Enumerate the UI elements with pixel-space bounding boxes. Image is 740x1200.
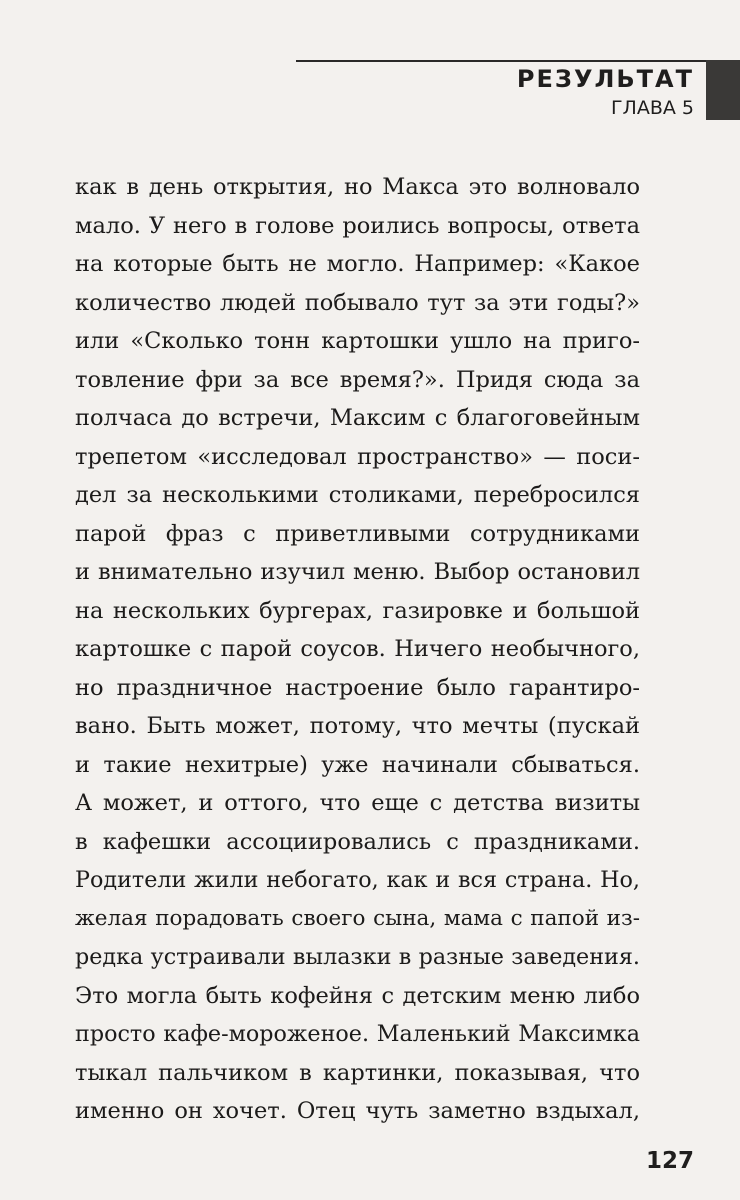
text-line: парой фраз с приветливыми сотрудниками	[75, 520, 640, 547]
text-line: именно он хочет. Отец чуть заметно вздыхал,	[75, 1098, 640, 1124]
chapter-edge-tab	[706, 60, 740, 120]
text-line: желая порадовать своего сына, мама с папой из-	[75, 905, 640, 931]
text-line: товление фри за все время?». Придя сюда за	[75, 366, 640, 393]
text-line: редка устраивали вылазки в разные заведения.	[75, 944, 640, 970]
page-number: 127	[645, 1148, 694, 1174]
text-line: Родители жили небогато, как и вся страна. Но,	[75, 867, 640, 893]
text-line: мало. У него в голове роились вопросы, ответа	[75, 212, 640, 239]
text-line: на которые быть не могло. Например: «Какое	[75, 251, 640, 277]
text-line: или «Сколько тонн картошки ушло на приго-	[75, 328, 640, 354]
header-rule	[296, 60, 706, 62]
text-line: как в день открытия, но Макса это волновало	[75, 174, 640, 200]
text-line: Это могла быть кофейня с детским меню либо	[75, 982, 640, 1009]
text-line: но праздничное настроение было гарантиро-	[75, 674, 640, 701]
text-line: в кафешки ассоциировались с праздниками.	[75, 828, 640, 855]
running-chapter: ГЛАВА 5	[610, 97, 694, 119]
text-line: просто кафе-мороженое. Маленький Максимка	[75, 1021, 640, 1047]
text-line: и внимательно изучил меню. Выбор остановил	[75, 559, 640, 585]
text-line: трепетом «исследовал пространство» — поси-	[75, 443, 640, 470]
text-line: и такие нехитрые) уже начинали сбываться.	[75, 751, 640, 778]
running-title: РЕЗУЛЬТАТ	[516, 65, 694, 93]
text-line: картошке с парой соусов. Ничего необычного,	[75, 636, 640, 662]
text-line: полчаса до встречи, Максим с благоговейным	[75, 405, 640, 431]
text-line: дел за несколькими столиками, перебросился	[75, 482, 640, 508]
text-line: на нескольких бургерах, газировке и большой	[75, 597, 640, 624]
text-line: вано. Быть может, потому, что мечты (пускай	[75, 713, 640, 739]
text-line: количество людей побывало тут за эти годы?»	[75, 289, 640, 316]
body-text	[75, 168, 640, 1131]
text-line: А может, и оттого, что еще с детства визиты	[75, 790, 640, 816]
text-line: тыкал пальчиком в картинки, показывая, что	[75, 1059, 640, 1086]
